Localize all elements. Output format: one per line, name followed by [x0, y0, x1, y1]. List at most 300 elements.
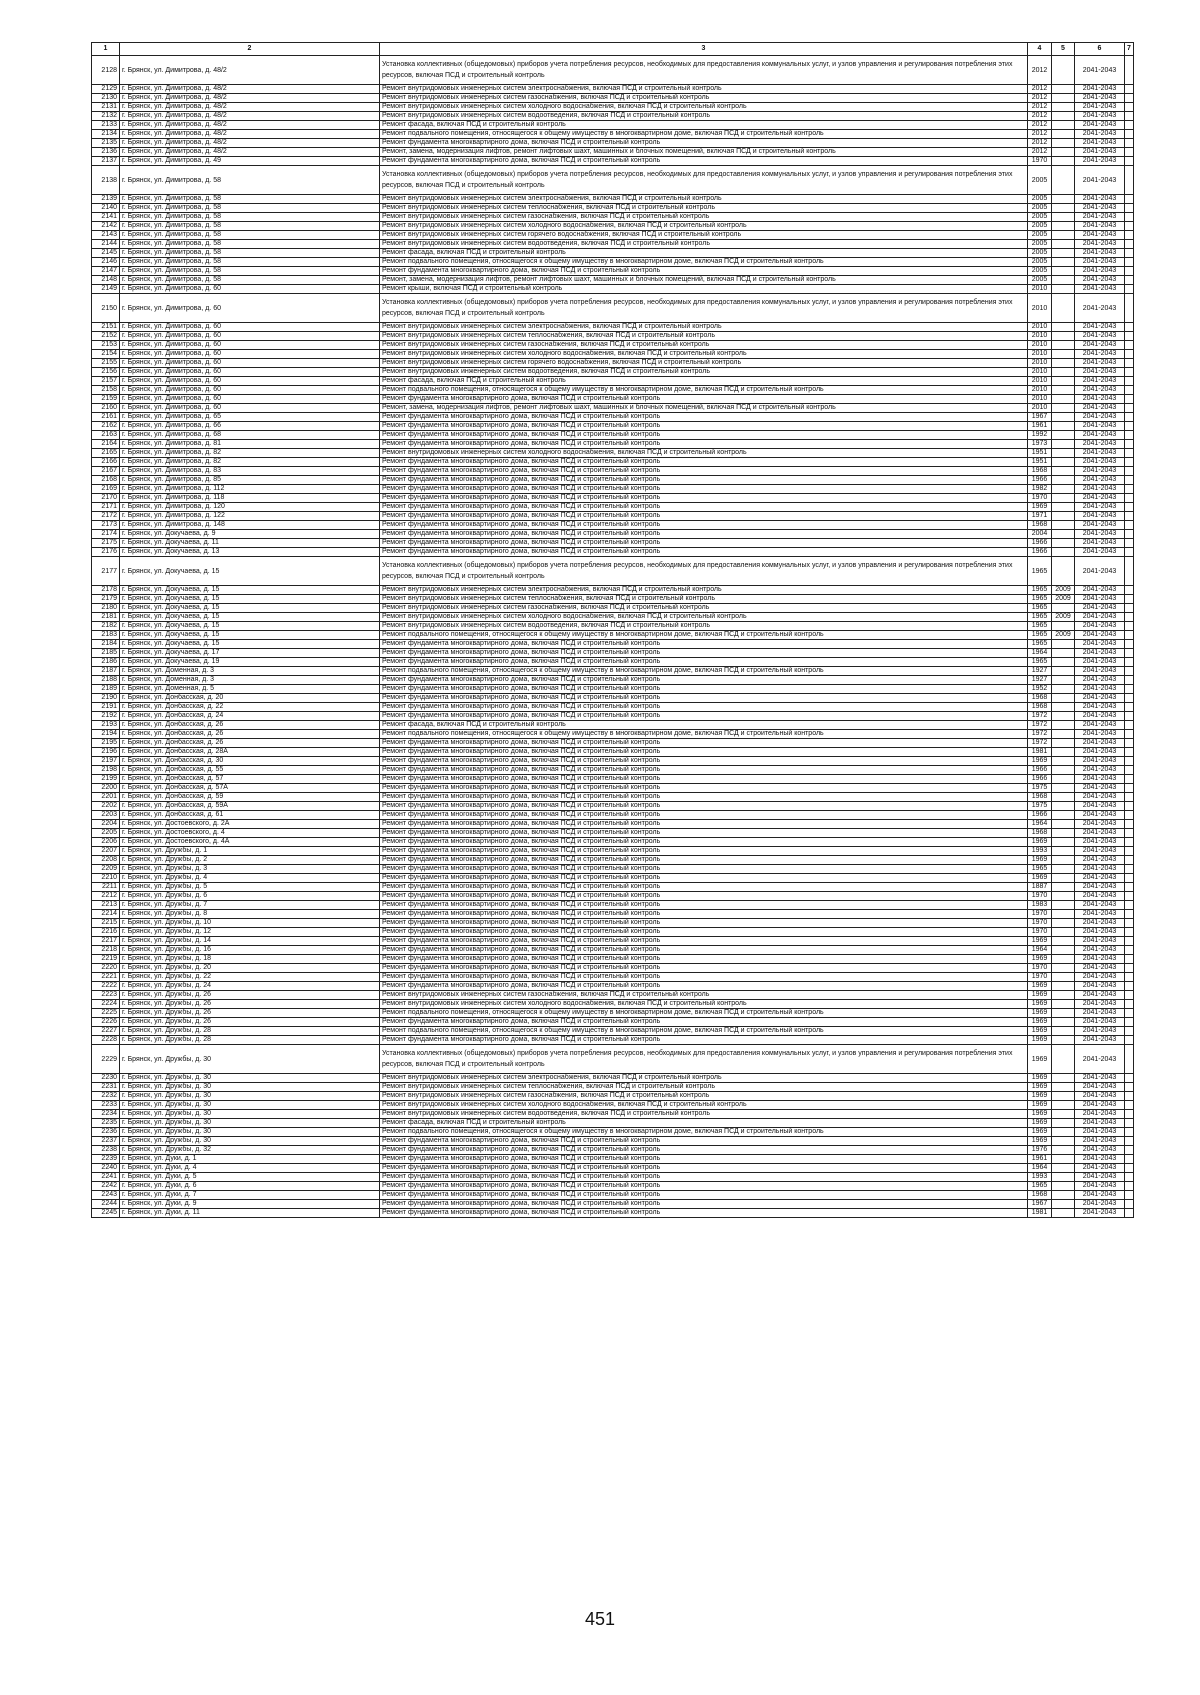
row-number-cell: 2214 [92, 910, 120, 919]
table-row [92, 148, 1134, 157]
col7-cell [1125, 919, 1134, 928]
page-number: 451 [584, 1609, 616, 1629]
work-type-cell: Ремонт внутридомовых инженерных систем теплоснабжения, включая ПСД и строительный контроль [380, 595, 1028, 604]
planned-period-cell: 2041-2043 [1075, 539, 1125, 548]
table-row [92, 793, 1134, 802]
address-cell: г. Брянск, ул. Донбасская, д. 57А [120, 784, 380, 793]
row-number-cell: 2176 [92, 548, 120, 557]
planned-period-cell: 2041-2043 [1075, 494, 1125, 503]
build-year-cell: 1968 [1028, 793, 1052, 802]
planned-period-cell: 2041-2043 [1075, 712, 1125, 721]
last-repair-year-cell [1052, 1000, 1075, 1009]
table-row [92, 476, 1134, 485]
build-year-cell: 1964 [1028, 649, 1052, 658]
work-type-cell: Ремонт подвального помещения, относящегося к общему имуществу в многоквартирном доме, включая ПСД и строительный контроль [380, 1027, 1028, 1036]
col7-cell [1125, 458, 1134, 467]
table-row [92, 458, 1134, 467]
col7-cell [1125, 323, 1134, 332]
planned-period-cell: 2041-2043 [1075, 811, 1125, 820]
work-type-cell: Ремонт внутридомовых инженерных систем холодного водоснабжения, включая ПСД и строительный контроль [380, 1000, 1028, 1009]
row-number-cell: 2153 [92, 341, 120, 350]
row-number-cell: 2220 [92, 964, 120, 973]
row-number-cell: 2145 [92, 249, 120, 258]
col7-cell [1125, 856, 1134, 865]
address-cell: г. Брянск, ул. Дружбы, д. 7 [120, 901, 380, 910]
work-type-cell: Ремонт внутридомовых инженерных систем водоотведения, включая ПСД и строительный контроль [380, 112, 1028, 121]
planned-period-cell: 2041-2043 [1075, 829, 1125, 838]
planned-period-cell: 2041-2043 [1075, 139, 1125, 148]
work-type-cell: Ремонт фундамента многоквартирного дома, включая ПСД и строительный контроль [380, 802, 1028, 811]
planned-period-cell: 2041-2043 [1075, 973, 1125, 982]
build-year-cell: 1966 [1028, 811, 1052, 820]
col7-cell [1125, 748, 1134, 757]
planned-period-cell: 2041-2043 [1075, 883, 1125, 892]
work-type-cell: Ремонт фундамента многоквартирного дома, включая ПСД и строительный контроль [380, 982, 1028, 991]
row-number-cell: 2207 [92, 847, 120, 856]
col7-cell [1125, 530, 1134, 539]
row-number-cell: 2195 [92, 739, 120, 748]
row-number-cell: 2215 [92, 919, 120, 928]
last-repair-year-cell [1052, 359, 1075, 368]
address-cell: г. Брянск, ул. Дружбы, д. 30 [120, 1045, 380, 1074]
row-number-cell: 2209 [92, 865, 120, 874]
work-type-cell: Ремонт внутридомовых инженерных систем водоотведения, включая ПСД и строительный контроль [380, 368, 1028, 377]
build-year-cell: 2005 [1028, 276, 1052, 285]
last-repair-year-cell [1052, 811, 1075, 820]
address-cell: г. Брянск, ул. Димитрова, д. 65 [120, 413, 380, 422]
row-number-cell: 2137 [92, 157, 120, 166]
row-number-cell: 2183 [92, 631, 120, 640]
last-repair-year-cell [1052, 56, 1075, 85]
planned-period-cell: 2041-2043 [1075, 937, 1125, 946]
work-type-cell: Ремонт фундамента многоквартирного дома, включая ПСД и строительный контроль [380, 521, 1028, 530]
col7-cell [1125, 586, 1134, 595]
row-number-cell: 2166 [92, 458, 120, 467]
last-repair-year-cell [1052, 231, 1075, 240]
build-year-cell: 2010 [1028, 332, 1052, 341]
planned-period-cell: 2041-2043 [1075, 820, 1125, 829]
row-number-cell: 2161 [92, 413, 120, 422]
row-number-cell: 2204 [92, 820, 120, 829]
build-year-cell: 2010 [1028, 395, 1052, 404]
work-type-cell: Ремонт внутридомовых инженерных систем холодного водоснабжения, включая ПСД и строительный контроль [380, 449, 1028, 458]
row-number-cell: 2187 [92, 667, 120, 676]
build-year-cell: 1969 [1028, 982, 1052, 991]
row-number-cell: 2211 [92, 883, 120, 892]
build-year-cell: 1965 [1028, 586, 1052, 595]
table-row [92, 847, 1134, 856]
work-type-cell: Ремонт подвального помещения, относящегося к общему имуществу в многоквартирном доме, включая ПСД и строительный контроль [380, 258, 1028, 267]
col7-cell [1125, 258, 1134, 267]
work-type-cell: Установка коллективных (общедомовых) приборов учета потребления ресурсов, необходимых для предоставления коммунальных услуг, и узлов управления и регулирования потребления этих ресурсов, включая ПСД и строительный контроль [380, 166, 1028, 195]
planned-period-cell: 2041-2043 [1075, 458, 1125, 467]
last-repair-year-cell [1052, 793, 1075, 802]
work-type-cell: Ремонт внутридомовых инженерных систем газоснабжения, включая ПСД и строительный контроль [380, 341, 1028, 350]
col7-cell [1125, 377, 1134, 386]
planned-period-cell: 2041-2043 [1075, 359, 1125, 368]
build-year-cell: 2005 [1028, 249, 1052, 258]
build-year-cell: 1965 [1028, 595, 1052, 604]
build-year-cell: 1969 [1028, 1074, 1052, 1083]
col7-cell [1125, 413, 1134, 422]
address-cell: г. Брянск, ул. Димитрова, д. 148 [120, 521, 380, 530]
table-row [92, 1000, 1134, 1009]
planned-period-cell: 2041-2043 [1075, 1182, 1125, 1191]
col7-cell [1125, 557, 1134, 586]
row-number-cell: 2197 [92, 757, 120, 766]
row-number-cell: 2242 [92, 1182, 120, 1191]
row-number-cell: 2157 [92, 377, 120, 386]
work-type-cell: Ремонт фундамента многоквартирного дома, включая ПСД и строительный контроль [380, 739, 1028, 748]
table-row [92, 85, 1134, 94]
planned-period-cell: 2041-2043 [1075, 766, 1125, 775]
table-row [92, 640, 1134, 649]
work-type-cell: Ремонт фундамента многоквартирного дома, включая ПСД и строительный контроль [380, 640, 1028, 649]
address-cell: г. Брянск, ул. Докучаева, д. 9 [120, 530, 380, 539]
planned-period-cell: 2041-2043 [1075, 249, 1125, 258]
table-row [92, 213, 1134, 222]
work-type-cell: Ремонт внутридомовых инженерных систем газоснабжения, включая ПСД и строительный контроль [380, 213, 1028, 222]
table-row [92, 1083, 1134, 1092]
work-type-cell: Ремонт фасада, включая ПСД и строительный контроль [380, 249, 1028, 258]
last-repair-year-cell [1052, 431, 1075, 440]
work-type-cell: Ремонт фундамента многоквартирного дома, включая ПСД и строительный контроль [380, 847, 1028, 856]
table-row [92, 928, 1134, 937]
last-repair-year-cell [1052, 539, 1075, 548]
address-cell: г. Брянск, ул. Дружбы, д. 30 [120, 1101, 380, 1110]
table-row [92, 1101, 1134, 1110]
work-type-cell: Ремонт фундамента многоквартирного дома, включая ПСД и строительный контроль [380, 395, 1028, 404]
row-number-cell: 2217 [92, 937, 120, 946]
col7-cell [1125, 694, 1134, 703]
build-year-cell: 1966 [1028, 775, 1052, 784]
last-repair-year-cell [1052, 1155, 1075, 1164]
address-cell: г. Брянск, ул. Донбасская, д. 28А [120, 748, 380, 757]
address-cell: г. Брянск, ул. Донбасская, д. 61 [120, 811, 380, 820]
col7-cell [1125, 640, 1134, 649]
work-type-cell: Ремонт внутридомовых инженерных систем газоснабжения, включая ПСД и строительный контроль [380, 604, 1028, 613]
build-year-cell: 1966 [1028, 766, 1052, 775]
last-repair-year-cell [1052, 937, 1075, 946]
col7-cell [1125, 422, 1134, 431]
table-row [92, 739, 1134, 748]
table-row [92, 204, 1134, 213]
row-number-cell: 2138 [92, 166, 120, 195]
col7-cell [1125, 901, 1134, 910]
row-number-cell: 2228 [92, 1036, 120, 1045]
col7-cell [1125, 166, 1134, 195]
row-number-cell: 2229 [92, 1045, 120, 1074]
work-type-cell: Ремонт подвального помещения, относящегося к общему имуществу в многоквартирном доме, включая ПСД и строительный контроль [380, 631, 1028, 640]
address-cell: г. Брянск, ул. Дуки, д. 9 [120, 1200, 380, 1209]
address-cell: г. Брянск, ул. Докучаева, д. 15 [120, 622, 380, 631]
table-row [92, 294, 1134, 323]
address-cell: г. Брянск, ул. Дружбы, д. 12 [120, 928, 380, 937]
address-cell: г. Брянск, ул. Донбасская, д. 59А [120, 802, 380, 811]
build-year-cell: 1971 [1028, 512, 1052, 521]
last-repair-year-cell [1052, 658, 1075, 667]
build-year-cell: 2010 [1028, 386, 1052, 395]
col7-cell [1125, 1164, 1134, 1173]
planned-period-cell: 2041-2043 [1075, 485, 1125, 494]
work-type-cell: Ремонт фундамента многоквартирного дома, включая ПСД и строительный контроль [380, 838, 1028, 847]
work-type-cell: Ремонт фундамента многоквартирного дома, включая ПСД и строительный контроль [380, 649, 1028, 658]
work-type-cell: Ремонт внутридомовых инженерных систем холодного водоснабжения, включая ПСД и строительный контроль [380, 1101, 1028, 1110]
last-repair-year-cell [1052, 784, 1075, 793]
planned-period-cell: 2041-2043 [1075, 368, 1125, 377]
planned-period-cell: 2041-2043 [1075, 1110, 1125, 1119]
planned-period-cell: 2041-2043 [1075, 240, 1125, 249]
address-cell: г. Брянск, ул. Доменная, д. 3 [120, 676, 380, 685]
table-row [92, 1110, 1134, 1119]
table-row [92, 195, 1134, 204]
last-repair-year-cell [1052, 1146, 1075, 1155]
address-cell: г. Брянск, ул. Дружбы, д. 14 [120, 937, 380, 946]
address-cell: г. Брянск, ул. Докучаева, д. 15 [120, 595, 380, 604]
col7-cell [1125, 1018, 1134, 1027]
table-row [92, 766, 1134, 775]
col7-cell [1125, 240, 1134, 249]
col7-cell [1125, 204, 1134, 213]
col7-cell [1125, 341, 1134, 350]
address-cell: г. Брянск, ул. Димитрова, д. 83 [120, 467, 380, 476]
work-type-cell: Ремонт фундамента многоквартирного дома, включая ПСД и строительный контроль [380, 676, 1028, 685]
address-cell: г. Брянск, ул. Димитрова, д. 60 [120, 294, 380, 323]
address-cell: г. Брянск, ул. Дружбы, д. 30 [120, 1074, 380, 1083]
work-type-cell: Ремонт фундамента многоквартирного дома, включая ПСД и строительный контроль [380, 1191, 1028, 1200]
col7-cell [1125, 811, 1134, 820]
address-cell: г. Брянск, ул. Димитрова, д. 60 [120, 359, 380, 368]
planned-period-cell: 2041-2043 [1075, 103, 1125, 112]
work-type-cell: Ремонт фундамента многоквартирного дома, включая ПСД и строительный контроль [380, 467, 1028, 476]
work-type-cell: Ремонт фундамента многоквартирного дома, включая ПСД и строительный контроль [380, 703, 1028, 712]
row-number-cell: 2135 [92, 139, 120, 148]
row-number-cell: 2226 [92, 1018, 120, 1027]
address-cell: г. Брянск, ул. Димитрова, д. 60 [120, 395, 380, 404]
row-number-cell: 2148 [92, 276, 120, 285]
work-type-cell: Ремонт внутридомовых инженерных систем холодного водоснабжения, включая ПСД и строительный контроль [380, 222, 1028, 231]
planned-period-cell: 2041-2043 [1075, 467, 1125, 476]
col7-cell [1125, 937, 1134, 946]
col7-cell [1125, 112, 1134, 121]
row-number-cell: 2167 [92, 467, 120, 476]
table-row [92, 1009, 1134, 1018]
col7-cell [1125, 103, 1134, 112]
row-number-cell: 2244 [92, 1200, 120, 1209]
address-cell: г. Брянск, ул. Дружбы, д. 22 [120, 973, 380, 982]
last-repair-year-cell [1052, 766, 1075, 775]
table-row [92, 856, 1134, 865]
address-cell: г. Брянск, ул. Докучаева, д. 15 [120, 604, 380, 613]
last-repair-year-cell [1052, 512, 1075, 521]
work-type-cell: Ремонт фундамента многоквартирного дома, включая ПСД и строительный контроль [380, 422, 1028, 431]
address-cell: г. Брянск, ул. Дружбы, д. 2 [120, 856, 380, 865]
planned-period-cell: 2041-2043 [1075, 1128, 1125, 1137]
row-number-cell: 2188 [92, 676, 120, 685]
address-cell: г. Брянск, ул. Димитрова, д. 60 [120, 377, 380, 386]
last-repair-year-cell [1052, 276, 1075, 285]
planned-period-cell: 2041-2043 [1075, 1119, 1125, 1128]
row-number-cell: 2180 [92, 604, 120, 613]
table-row [92, 964, 1134, 973]
col7-cell [1125, 946, 1134, 955]
col7-cell [1125, 1074, 1134, 1083]
table-row [92, 883, 1134, 892]
last-repair-year-cell [1052, 1101, 1075, 1110]
planned-period-cell: 2041-2043 [1075, 1027, 1125, 1036]
build-year-cell: 1969 [1028, 1045, 1052, 1074]
address-cell: г. Брянск, ул. Димитрова, д. 58 [120, 195, 380, 204]
address-cell: г. Брянск, ул. Дуки, д. 11 [120, 1209, 380, 1218]
row-number-cell: 2181 [92, 613, 120, 622]
work-type-cell: Ремонт внутридомовых инженерных систем водоотведения, включая ПСД и строительный контроль [380, 240, 1028, 249]
last-repair-year-cell [1052, 622, 1075, 631]
row-number-cell: 2203 [92, 811, 120, 820]
last-repair-year-cell [1052, 449, 1075, 458]
work-type-cell: Ремонт фундамента многоквартирного дома, включая ПСД и строительный контроль [380, 973, 1028, 982]
col7-cell [1125, 476, 1134, 485]
row-number-cell: 2131 [92, 103, 120, 112]
table-row [92, 222, 1134, 231]
col7-cell [1125, 631, 1134, 640]
build-year-cell: 1964 [1028, 946, 1052, 955]
row-number-cell: 2223 [92, 991, 120, 1000]
build-year-cell: 1975 [1028, 784, 1052, 793]
last-repair-year-cell [1052, 1036, 1075, 1045]
last-repair-year-cell [1052, 1164, 1075, 1173]
planned-period-cell: 2041-2043 [1075, 613, 1125, 622]
table-row [92, 1119, 1134, 1128]
build-year-cell: 1969 [1028, 1101, 1052, 1110]
last-repair-year-cell [1052, 748, 1075, 757]
header-col-7: 7 [1125, 43, 1134, 56]
last-repair-year-cell [1052, 739, 1075, 748]
address-cell: г. Брянск, ул. Димитрова, д. 48/2 [120, 112, 380, 121]
work-type-cell: Ремонт внутридомовых инженерных систем электроснабжения, включая ПСД и строительный контроль [380, 1074, 1028, 1083]
address-cell: г. Брянск, ул. Доменная, д. 3 [120, 667, 380, 676]
build-year-cell: 1972 [1028, 739, 1052, 748]
header-col-5: 5 [1052, 43, 1075, 56]
build-year-cell: 2010 [1028, 323, 1052, 332]
col7-cell [1125, 1146, 1134, 1155]
col7-cell [1125, 1110, 1134, 1119]
table-row [92, 1137, 1134, 1146]
address-cell: г. Брянск, ул. Донбасская, д. 24 [120, 712, 380, 721]
col7-cell [1125, 1083, 1134, 1092]
table-row [92, 604, 1134, 613]
build-year-cell: 1970 [1028, 973, 1052, 982]
col7-cell [1125, 548, 1134, 557]
work-type-cell: Ремонт фундамента многоквартирного дома, включая ПСД и строительный контроль [380, 139, 1028, 148]
col7-cell [1125, 512, 1134, 521]
build-year-cell: 1952 [1028, 685, 1052, 694]
row-number-cell: 2201 [92, 793, 120, 802]
planned-period-cell: 2041-2043 [1075, 440, 1125, 449]
col7-cell [1125, 910, 1134, 919]
col7-cell [1125, 1182, 1134, 1191]
planned-period-cell: 2041-2043 [1075, 919, 1125, 928]
col7-cell [1125, 829, 1134, 838]
build-year-cell: 1970 [1028, 892, 1052, 901]
col7-cell [1125, 395, 1134, 404]
table-row [92, 503, 1134, 512]
col7-cell [1125, 157, 1134, 166]
schedule-table-sheet [91, 42, 1133, 1218]
address-cell: г. Брянск, ул. Дружбы, д. 28 [120, 1027, 380, 1036]
row-number-cell: 2179 [92, 595, 120, 604]
last-repair-year-cell [1052, 204, 1075, 213]
build-year-cell: 1969 [1028, 1092, 1052, 1101]
address-cell: г. Брянск, ул. Димитрова, д. 66 [120, 422, 380, 431]
row-number-cell: 2144 [92, 240, 120, 249]
table-row [92, 730, 1134, 739]
col7-cell [1125, 928, 1134, 937]
col7-cell [1125, 739, 1134, 748]
row-number-cell: 2156 [92, 368, 120, 377]
work-type-cell: Ремонт подвального помещения, относящегося к общему имуществу в многоквартирном доме, включая ПСД и строительный контроль [380, 386, 1028, 395]
col7-cell [1125, 847, 1134, 856]
last-repair-year-cell [1052, 258, 1075, 267]
row-number-cell: 2199 [92, 775, 120, 784]
address-cell: г. Брянск, ул. Достоевского, д. 4А [120, 838, 380, 847]
row-number-cell: 2224 [92, 1000, 120, 1009]
address-cell: г. Брянск, ул. Димитрова, д. 85 [120, 476, 380, 485]
row-number-cell: 2133 [92, 121, 120, 130]
table-row [92, 258, 1134, 267]
planned-period-cell: 2041-2043 [1075, 258, 1125, 267]
table-row [92, 1074, 1134, 1083]
address-cell: г. Брянск, ул. Дуки, д. 1 [120, 1155, 380, 1164]
work-type-cell: Ремонт фасада, включая ПСД и строительный контроль [380, 721, 1028, 730]
build-year-cell: 2005 [1028, 222, 1052, 231]
last-repair-year-cell [1052, 377, 1075, 386]
table-row [92, 1200, 1134, 1209]
address-cell: г. Брянск, ул. Дуки, д. 7 [120, 1191, 380, 1200]
planned-period-cell: 2041-2043 [1075, 1164, 1125, 1173]
work-type-cell: Ремонт фундамента многоквартирного дома, включая ПСД и строительный контроль [380, 431, 1028, 440]
planned-period-cell: 2041-2043 [1075, 386, 1125, 395]
col7-cell [1125, 775, 1134, 784]
table-row [92, 285, 1134, 294]
row-number-cell: 2205 [92, 829, 120, 838]
last-repair-year-cell [1052, 395, 1075, 404]
last-repair-year-cell [1052, 1173, 1075, 1182]
last-repair-year-cell [1052, 494, 1075, 503]
address-cell: г. Брянск, ул. Донбасская, д. 26 [120, 730, 380, 739]
address-cell: г. Брянск, ул. Димитрова, д. 48/2 [120, 130, 380, 139]
table-row [92, 395, 1134, 404]
col7-cell [1125, 1027, 1134, 1036]
last-repair-year-cell [1052, 368, 1075, 377]
row-number-cell: 2178 [92, 586, 120, 595]
table-row [92, 240, 1134, 249]
last-repair-year-cell [1052, 85, 1075, 94]
row-number-cell: 2134 [92, 130, 120, 139]
col7-cell [1125, 485, 1134, 494]
address-cell: г. Брянск, ул. Дружбы, д. 30 [120, 1110, 380, 1119]
work-type-cell: Ремонт фундамента многоквартирного дома, включая ПСД и строительный контроль [380, 413, 1028, 422]
work-type-cell: Ремонт внутридомовых инженерных систем теплоснабжения, включая ПСД и строительный контроль [380, 204, 1028, 213]
planned-period-cell: 2041-2043 [1075, 431, 1125, 440]
last-repair-year-cell [1052, 404, 1075, 413]
build-year-cell: 1965 [1028, 640, 1052, 649]
build-year-cell: 2012 [1028, 56, 1052, 85]
address-cell: г. Брянск, ул. Донбасская, д. 26 [120, 739, 380, 748]
build-year-cell: 1969 [1028, 1027, 1052, 1036]
planned-period-cell: 2041-2043 [1075, 130, 1125, 139]
work-type-cell: Ремонт фундамента многоквартирного дома, включая ПСД и строительный контроль [380, 748, 1028, 757]
col7-cell [1125, 148, 1134, 157]
